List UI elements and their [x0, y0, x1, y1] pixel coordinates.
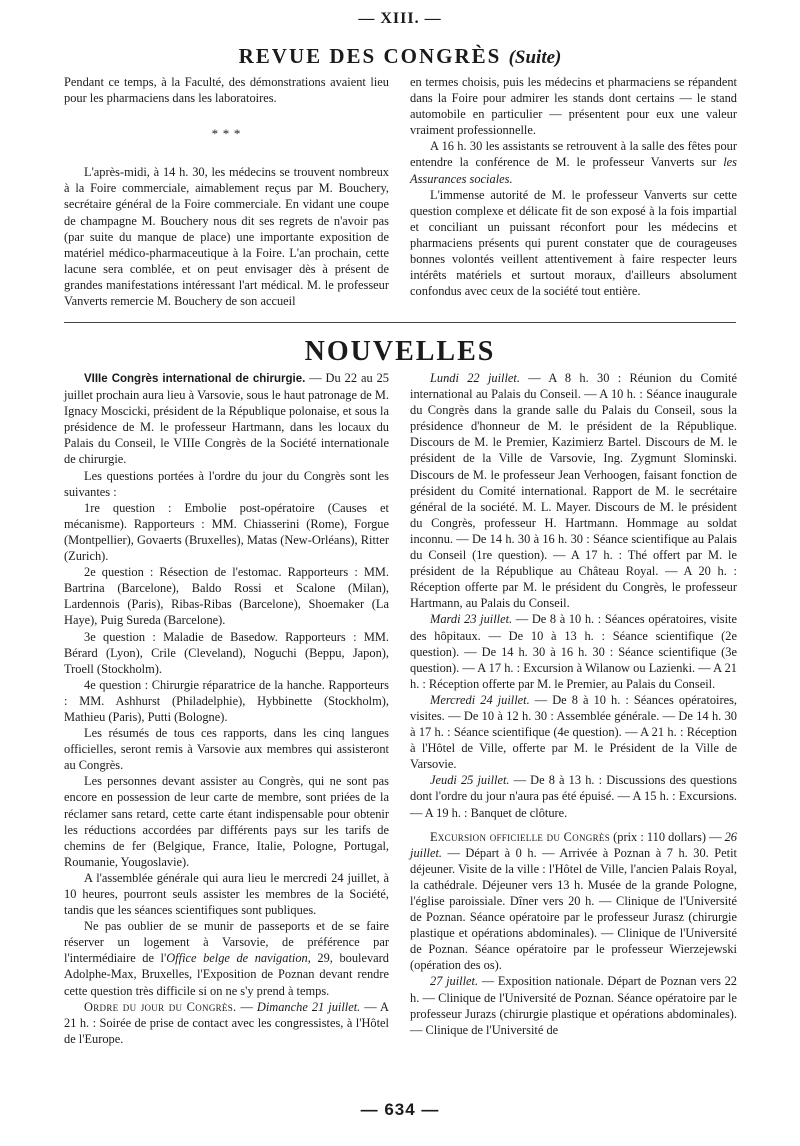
small-caps-run: Excursion officielle du Congrès: [430, 829, 610, 844]
paragraph: [410, 138, 737, 186]
paragraph: Les questions portées à l'ordre du jour du Congrès sont les suivantes :: [64, 468, 389, 499]
italic-run: Dimanche 21 juillet.: [256, 999, 361, 1014]
paragraph: [64, 370, 389, 468]
question-item: 2e question : Résection de l'estomac. Rapporteurs : MM. Bartrina (Barcelone), Baldo Rossi et Scalone (Milan), Lardennois (Paris), Ribas-Ribas (Barcelone), Shoemaker (La Haye), Puig Sureda (Barcelone).: [64, 565, 389, 628]
paragraph: [64, 999, 389, 1047]
nouvelles-column-right: [410, 370, 737, 1038]
separator-line: [64, 322, 736, 323]
question-item: 3e question : Maladie de Basedow. Rapporteurs : MM. Bérard (Lyon), Crile (Cleveland), Noguchi (Beppu, Japon), Troell (Stockholm).: [64, 629, 389, 676]
asterism-divider: * * *: [211, 126, 242, 142]
revue-column-left: [64, 74, 389, 309]
paragraph: Les résumés de tous ces rapports, dans les cinq langues officielles, seront remis à Varsovie aux membres qui assisteront au Congrès.: [64, 726, 389, 773]
text-run: — Exposition nationale. Départ de Poznan vers 22 h. — Clinique de l'Université de Poznan. Séance opératoire par le professeur Jurazs (chirurgie plastique et opérations abdominales). — Clinique de l'Université de: [410, 974, 737, 1037]
roman-page-number: — XIII. —: [358, 10, 442, 27]
italic-run: Jeudi 25 juillet.: [430, 773, 510, 788]
paragraph: Les personnes devant assister au Congrès, qui ne sont pas encore en possession de leur carte de membre, sont priées de la réclamer sans retard, cette carte étant indispensable pour obtenir les réductions accordées par différents pays sur les tarifs de chemins de fer (Belgique, France, Italie, Pologne, Portugal, Roumanie, Yougoslavie).: [64, 774, 389, 869]
italic-run: Office belge de navigation: [166, 951, 308, 966]
text-run: Ne pas oublier de se munir de passeports et de se faire réserver un logement à Varsovie, de préférence par l'intermédiaire de l': [64, 919, 389, 966]
revue-column-right: [410, 74, 737, 299]
paragraph: [410, 772, 737, 820]
paragraph: [410, 829, 737, 974]
paragraph: [410, 692, 737, 772]
text-run: A 16 h. 30 les assistants se retrouvent à la salle des fêtes pour entendre la conférence de M. le professeur Vanverts sur: [410, 139, 737, 170]
paragraph: L'après-midi, à 14 h. 30, les médecins se trouvent nombreux à la Foire commerciale, aimablement reçus par M. Bouchery, secrétaire général de la Foire commerciale. En vidant une coupe de champagne M. Bouchery nous dit ses regrets de n'avoir pas (par suite du manque de place) une importante exposition de matériel médico-pharmaceutique à la Foire. L'an prochain, cette lacune sera comblée, et on peut envisager dès à présent de grandes manifestations intéressant l'art médical. M. le professeur Vanverts remercie M. Bouchery de son accueil: [64, 165, 389, 309]
question-item: 1re question : Embolie post-opératoire (Causes et mécanisme). Rapporteurs : MM. Chiasserini (Rome), Forgue (Montpellier), Govaerts (Bruxelles), Matas (New-Orléans), Ritter (Zurich).: [64, 500, 389, 564]
small-caps-run: Ordre du jour du Congrès.: [84, 999, 237, 1014]
text-run: , 29, boulevard Adolphe-Max, Bruxelles, l'Exposition de Poznan devant rendre cette question très difficile si on ne s'y prend à temps.: [64, 951, 389, 998]
question-item: 4e question : Chirurgie réparatrice de la hanche. Rapporteurs : MM. Ashhurst (Philadelphie), Hybbinette (Stockholm), Mathieu (Paris), Putti (Bologne).: [64, 677, 389, 724]
italic-run: Mercredi 24 juillet.: [430, 692, 530, 707]
paragraph: [410, 973, 737, 1037]
paragraph: [410, 370, 737, 611]
nouvelles-column-left: [64, 370, 389, 1047]
italic-run: Mardi 23 juillet.: [430, 612, 513, 627]
paragraph: en termes choisis, puis les médecins et pharmaciens se répandent dans la Foire pour admirer les stands dont certains — le stand automobile en particulier — présentent pour eux une valeur vraiment professionnelle.: [410, 75, 737, 138]
text-run: — De 8 à 10 h. : Séances opératoires, visites. — De 10 à 12 h. 30 : Assemblée générale. — De 14 h. 30 à 17 h. : Séance scientifique (4e question). — A 21 h. : Réception à l'Hôtel de Ville, offerte par M. le Président de la Ville de Varsovie.: [410, 692, 737, 772]
paragraph: A l'assemblée générale qui aura lieu le mercredi 24 juillet, à 10 heures, pourront seuls assister les membres de la Société, tandis que les séances scientifiques sont publiques.: [64, 870, 389, 918]
italic-run: 27 juillet.: [430, 974, 479, 989]
lead-in: VIIIe Congrès international de chirurgie.: [84, 373, 306, 385]
paragraph: [410, 611, 737, 691]
text-run: (prix : 110 dollars) —: [610, 829, 725, 844]
italic-run: 26 juillet.: [410, 829, 737, 860]
section-title-suffix: (Suite): [508, 47, 562, 68]
paragraph: [64, 918, 389, 998]
text-run: — Départ à 0 h. — Arrivée à Poznan à 7 h. 30. Petit déjeuner. Visite de la ville : l'Hôtel de Ville, l'ancien Palais Royal, la cathédrale. Déjeuner vers 13 h. Musée de la grande Pologne, l'église paroissiale. Dîner vers 20 h. — Clinique de l'Université de Poznan. Séance opératoire par le professeur Jurasz (chirurgie plastique et opérations abdominales). — Clinique de l'Université de Poznan. Séance opératoire par le professeur Wierzejewski (opération des os).: [410, 845, 737, 973]
section-title-text: REVUE DES CONGRÈS: [238, 44, 502, 68]
text-run: — De 8 à 10 h. : Séances opératoires, visite des hôpitaux. — De 10 à 13 h. : Séance scientifique (2e question). — De 14 h. 30 à 16 h. 30 : Séance scientifique (3e question). — A 17 h. : Excursion à Wilanow ou Lazienki. — A 21 h. : Réception offerte par M. le Premier, au Palais du Conseil.: [410, 612, 737, 691]
text-run: — Du 22 au 25 juillet prochain aura lieu à Varsovie, sous le haut patronage de M. Ignacy Moscicki, président de la République polonaise, et sous la présidence de M. le professeur Hartmann, dans les locaux du Palais du Conseil, le VIIIe Congrès de la Société internationale de chirurgie.: [64, 371, 389, 467]
italic-run: Lundi 22 juillet.: [430, 371, 520, 385]
text-run: — De 8 à 13 h. : Discussions des questions dont l'ordre du jour n'aura pas été épuisé. — A 15 h. : Excursions. — A 19 h. : Banquet de clôture.: [410, 773, 737, 820]
nouvelles-heading: NOUVELLES: [304, 336, 496, 367]
paragraph: Pendant ce temps, à la Faculté, des démonstrations avaient lieu pour les pharmaciens dans les laboratoires.: [64, 75, 389, 106]
text-run: — A 8 h. 30 : Réunion du Comité international au Palais du Conseil. — A 10 h. : Séance inaugurale du Congrès dans la grande salle du Palais du Conseil, sous la présidence d'honneur de M. le président de la République. Discours de M. le Premier, Kazimierz Bartel. Discours de M. le président de la Ville de Varsovie, Ing. Zygmunt Slominski. Discours de M. le professeur Jean Verhoogen, faisant fonction de président du Comité international. Rapport de M. le secrétaire général de la société. M. L. Mayer. Discours de M. le président du Congrès, professeur H. Hartmann. Hommage au soldat inconnu. — De 14 h. 30 à 16 h. 30 : Séance scientifique au Palais du Conseil (1re question). — A 17 h. : Thé offert par M. le président de la République au Château Royal. — A 20 h. : Réception offerte par M. le président du Congrès, le professeur Hartmann, au Palais du Conseil.: [410, 371, 737, 611]
section-title: [0, 44, 800, 69]
page-number: — 634 —: [360, 1100, 440, 1119]
text-run: — A 21 h. : Soirée de prise de contact avec les congressistes, à l'Hôtel de l'Europe.: [64, 999, 389, 1046]
italic-run: les Assurances sociales.: [410, 155, 737, 186]
paragraph: L'immense autorité de M. le professeur Vanverts sur cette question complexe et délicate fit de son exposé à la fois impartial et conciliant un puissant réconfort pour les médecins et pharmaciens présents qui purent constater que de courageuses bonnes volontés veillent attentivement à faire respecter leurs intérêts matériels et surtout moraux, d'ailleurs absolument confondus avec ceux de la société tout entière.: [410, 187, 737, 299]
text-run: —: [236, 999, 257, 1014]
